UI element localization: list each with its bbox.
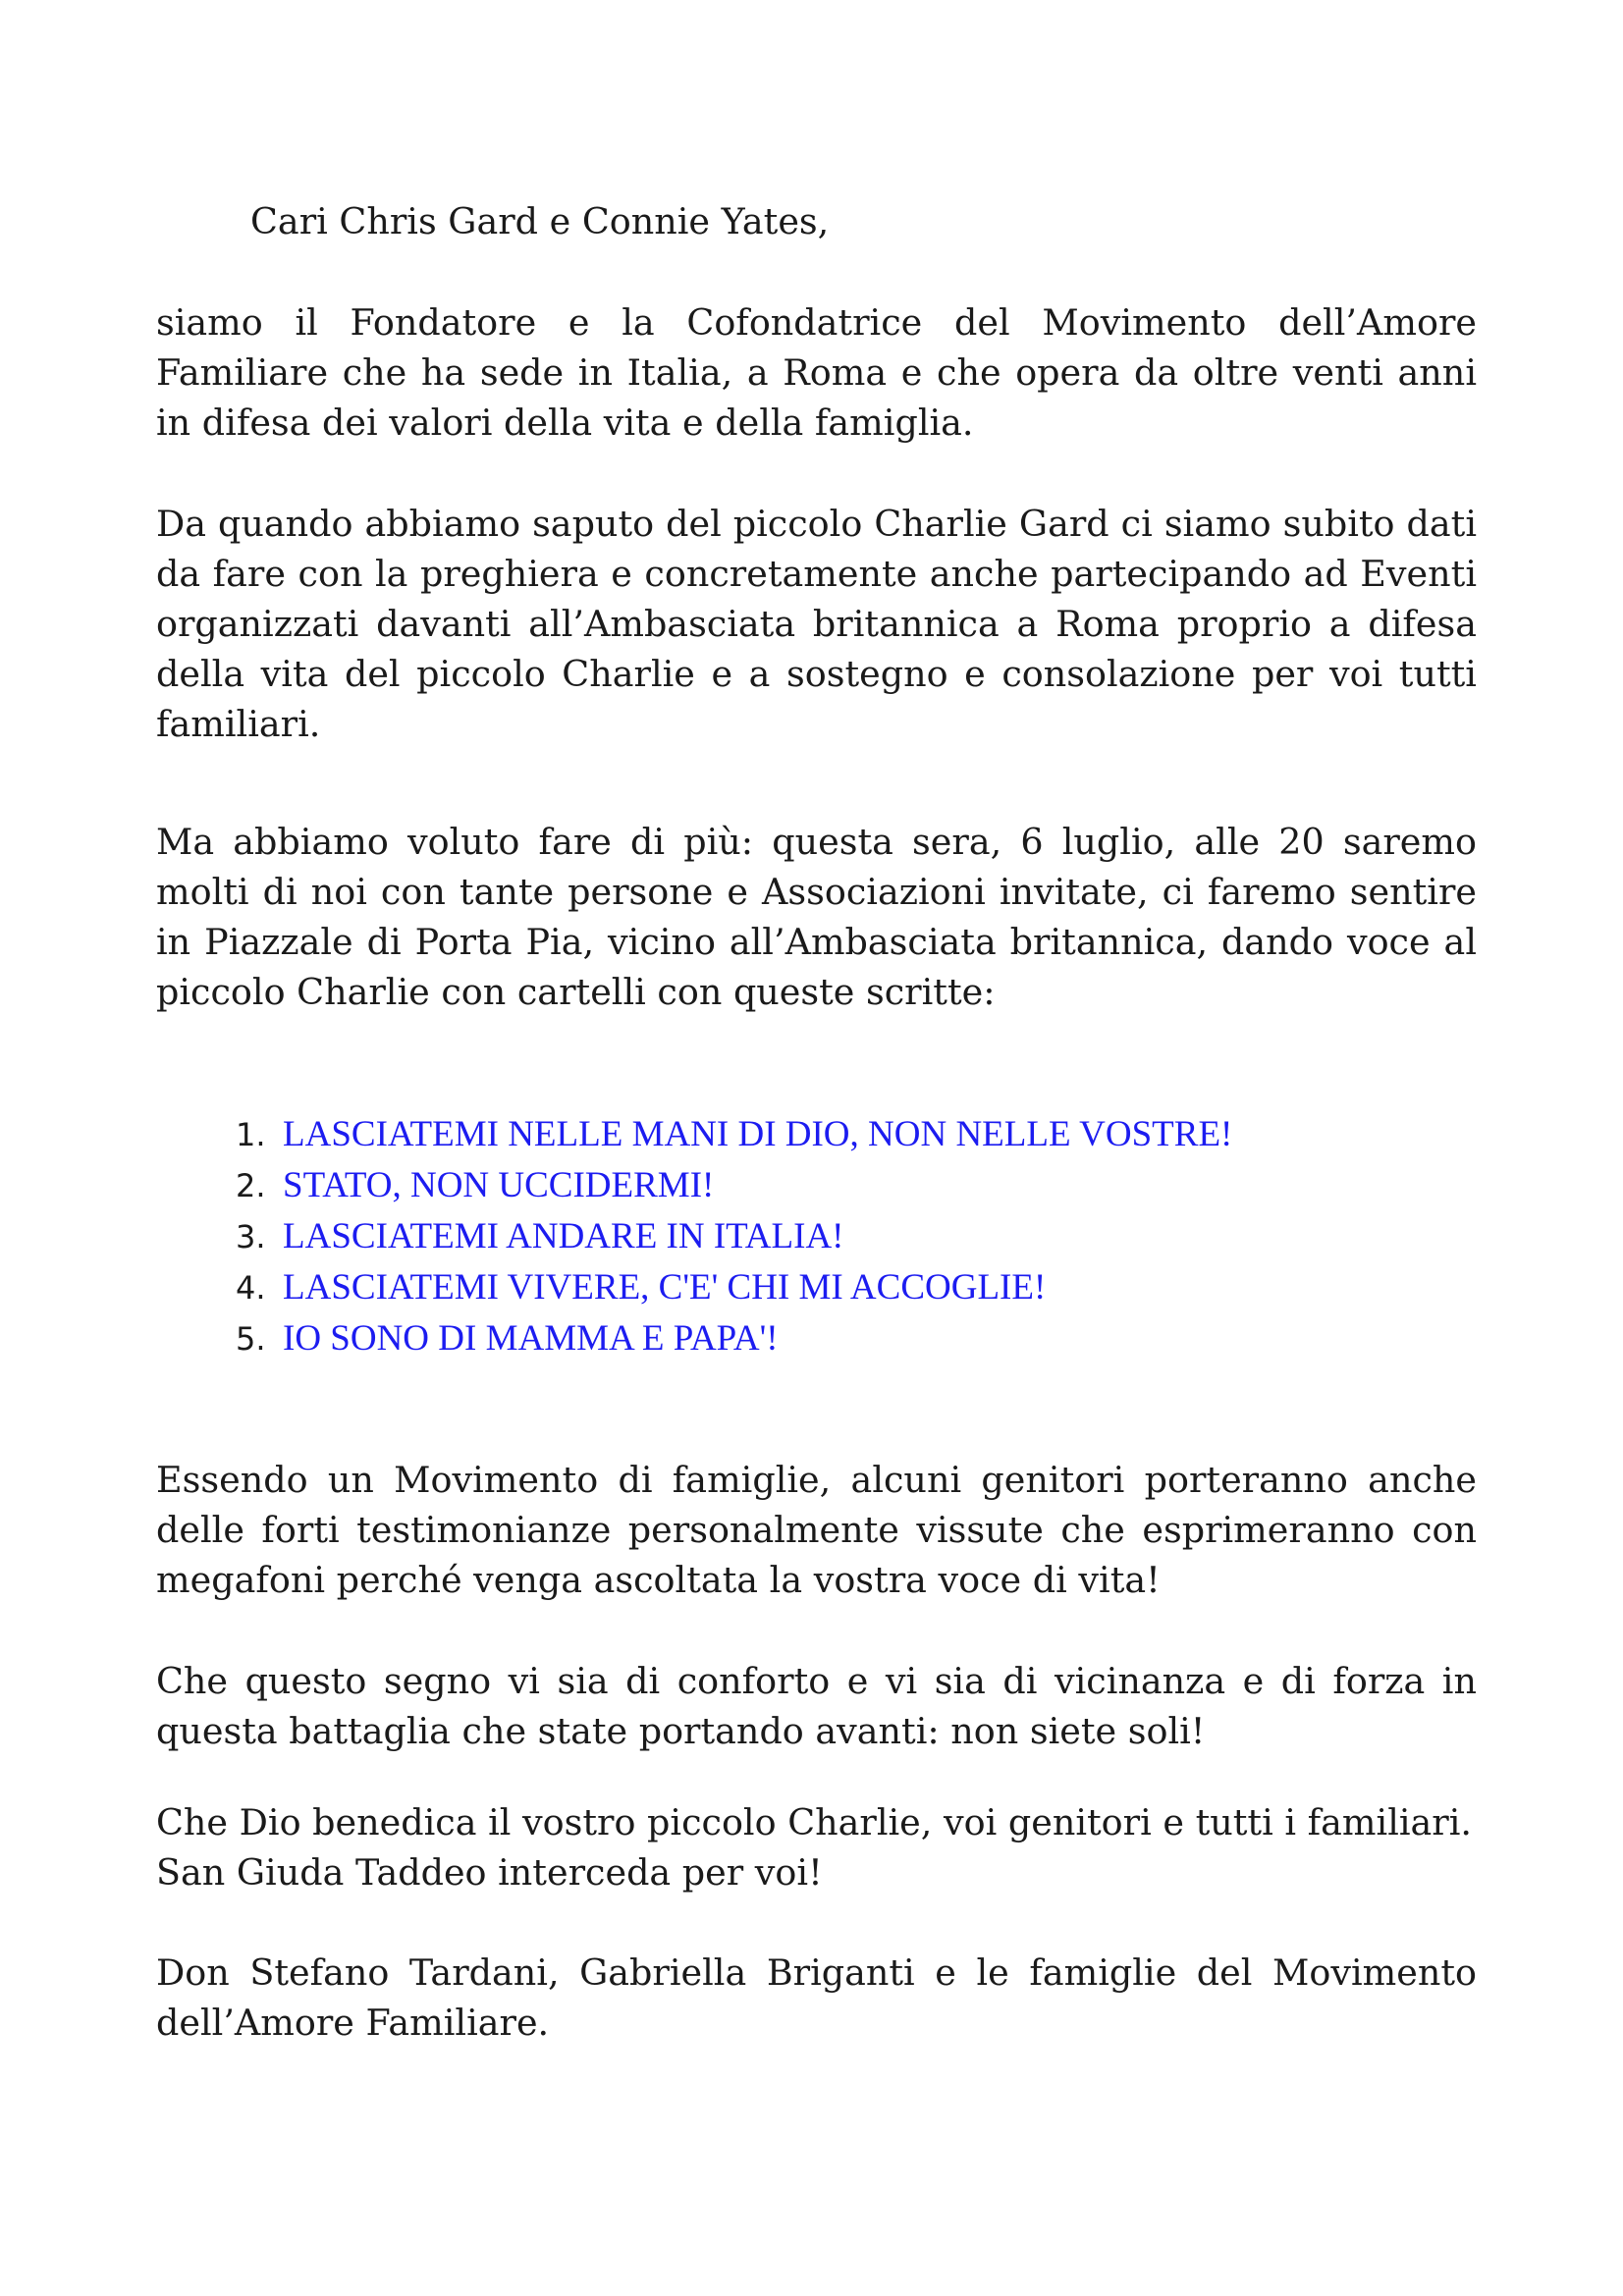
- list-item-number: 5.: [236, 1320, 266, 1358]
- paragraph-blessing: [156, 1797, 1477, 1897]
- sign-text: IO SONO DI MAMMA E PAPA'!: [283, 1318, 779, 1359]
- paragraph-testimonies: Essendo un Movimento di famiglie, alcuni genitori porteranno anche delle forti testimonianze personalmente vissute che esprimeranno con megafoni perché venga ascoltata la vostra voce di vita!: [156, 1459, 1477, 1601]
- list-item: [236, 1313, 1232, 1364]
- blessing-line: Che Dio benedica il vostro piccolo Charlie, voi genitori e tutti i familiari.: [156, 1801, 1473, 1843]
- signs-list: [236, 1109, 1232, 1364]
- sign-text: LASCIATEMI VIVERE, C'E' CHI MI ACCOGLIE!: [283, 1267, 1047, 1308]
- sign-text: STATO, NON UCCIDERMI!: [283, 1165, 715, 1205]
- sign-text: LASCIATEMI ANDARE IN ITALIA!: [283, 1216, 844, 1256]
- paragraph-introduction: siamo il Fondatore e la Cofondatrice del Movimento dell’Amore Familiare che ha sede in Italia, a Roma e che opera da oltre venti anni in difesa dei valori della vita e della famiglia.: [156, 301, 1477, 444]
- salutation: Cari Chris Gard e Connie Yates,: [250, 200, 830, 242]
- list-item-number: 2.: [236, 1167, 266, 1204]
- signature: Don Stefano Tardani, Gabriella Briganti e le famiglie del Movimento dell’Amore Familiare.: [156, 1951, 1477, 2044]
- sign-text: LASCIATEMI NELLE MANI DI DIO, NON NELLE VOSTRE!: [283, 1114, 1233, 1154]
- paragraph-comfort: Che questo segno vi sia di conforto e vi sia di vicinanza e di forza in questa battaglia che state portando avanti: non siete soli!: [156, 1660, 1477, 1752]
- paragraph-event: Ma abbiamo voluto fare di più: questa sera, 6 luglio, alle 20 saremo molti di noi con tante persone e Associazioni invitate, ci faremo sentire in Piazzale di Porta Pia, vicino all’Ambasciata britannica, dando voce al piccolo Charlie con cartelli con queste scritte:: [156, 821, 1477, 1013]
- paragraph-activities: Da quando abbiamo saputo del piccolo Charlie Gard ci siamo subito dati da fare con la preghiera e concretamente anche partecipando ad Eventi organizzati davanti all’Ambasciata britannica a Roma proprio a difesa della vita del piccolo Charlie e a sostegno e consolazione per voi tutti familiari.: [156, 503, 1477, 745]
- list-item: [236, 1262, 1232, 1313]
- list-item-number: 4.: [236, 1269, 266, 1307]
- list-item: [236, 1160, 1232, 1211]
- list-item: [236, 1211, 1232, 1262]
- list-item: [236, 1109, 1232, 1160]
- list-item-number: 3.: [236, 1218, 266, 1255]
- prayer-line: San Giuda Taddeo interceda per voi!: [156, 1851, 823, 1894]
- list-item-number: 1.: [236, 1116, 266, 1153]
